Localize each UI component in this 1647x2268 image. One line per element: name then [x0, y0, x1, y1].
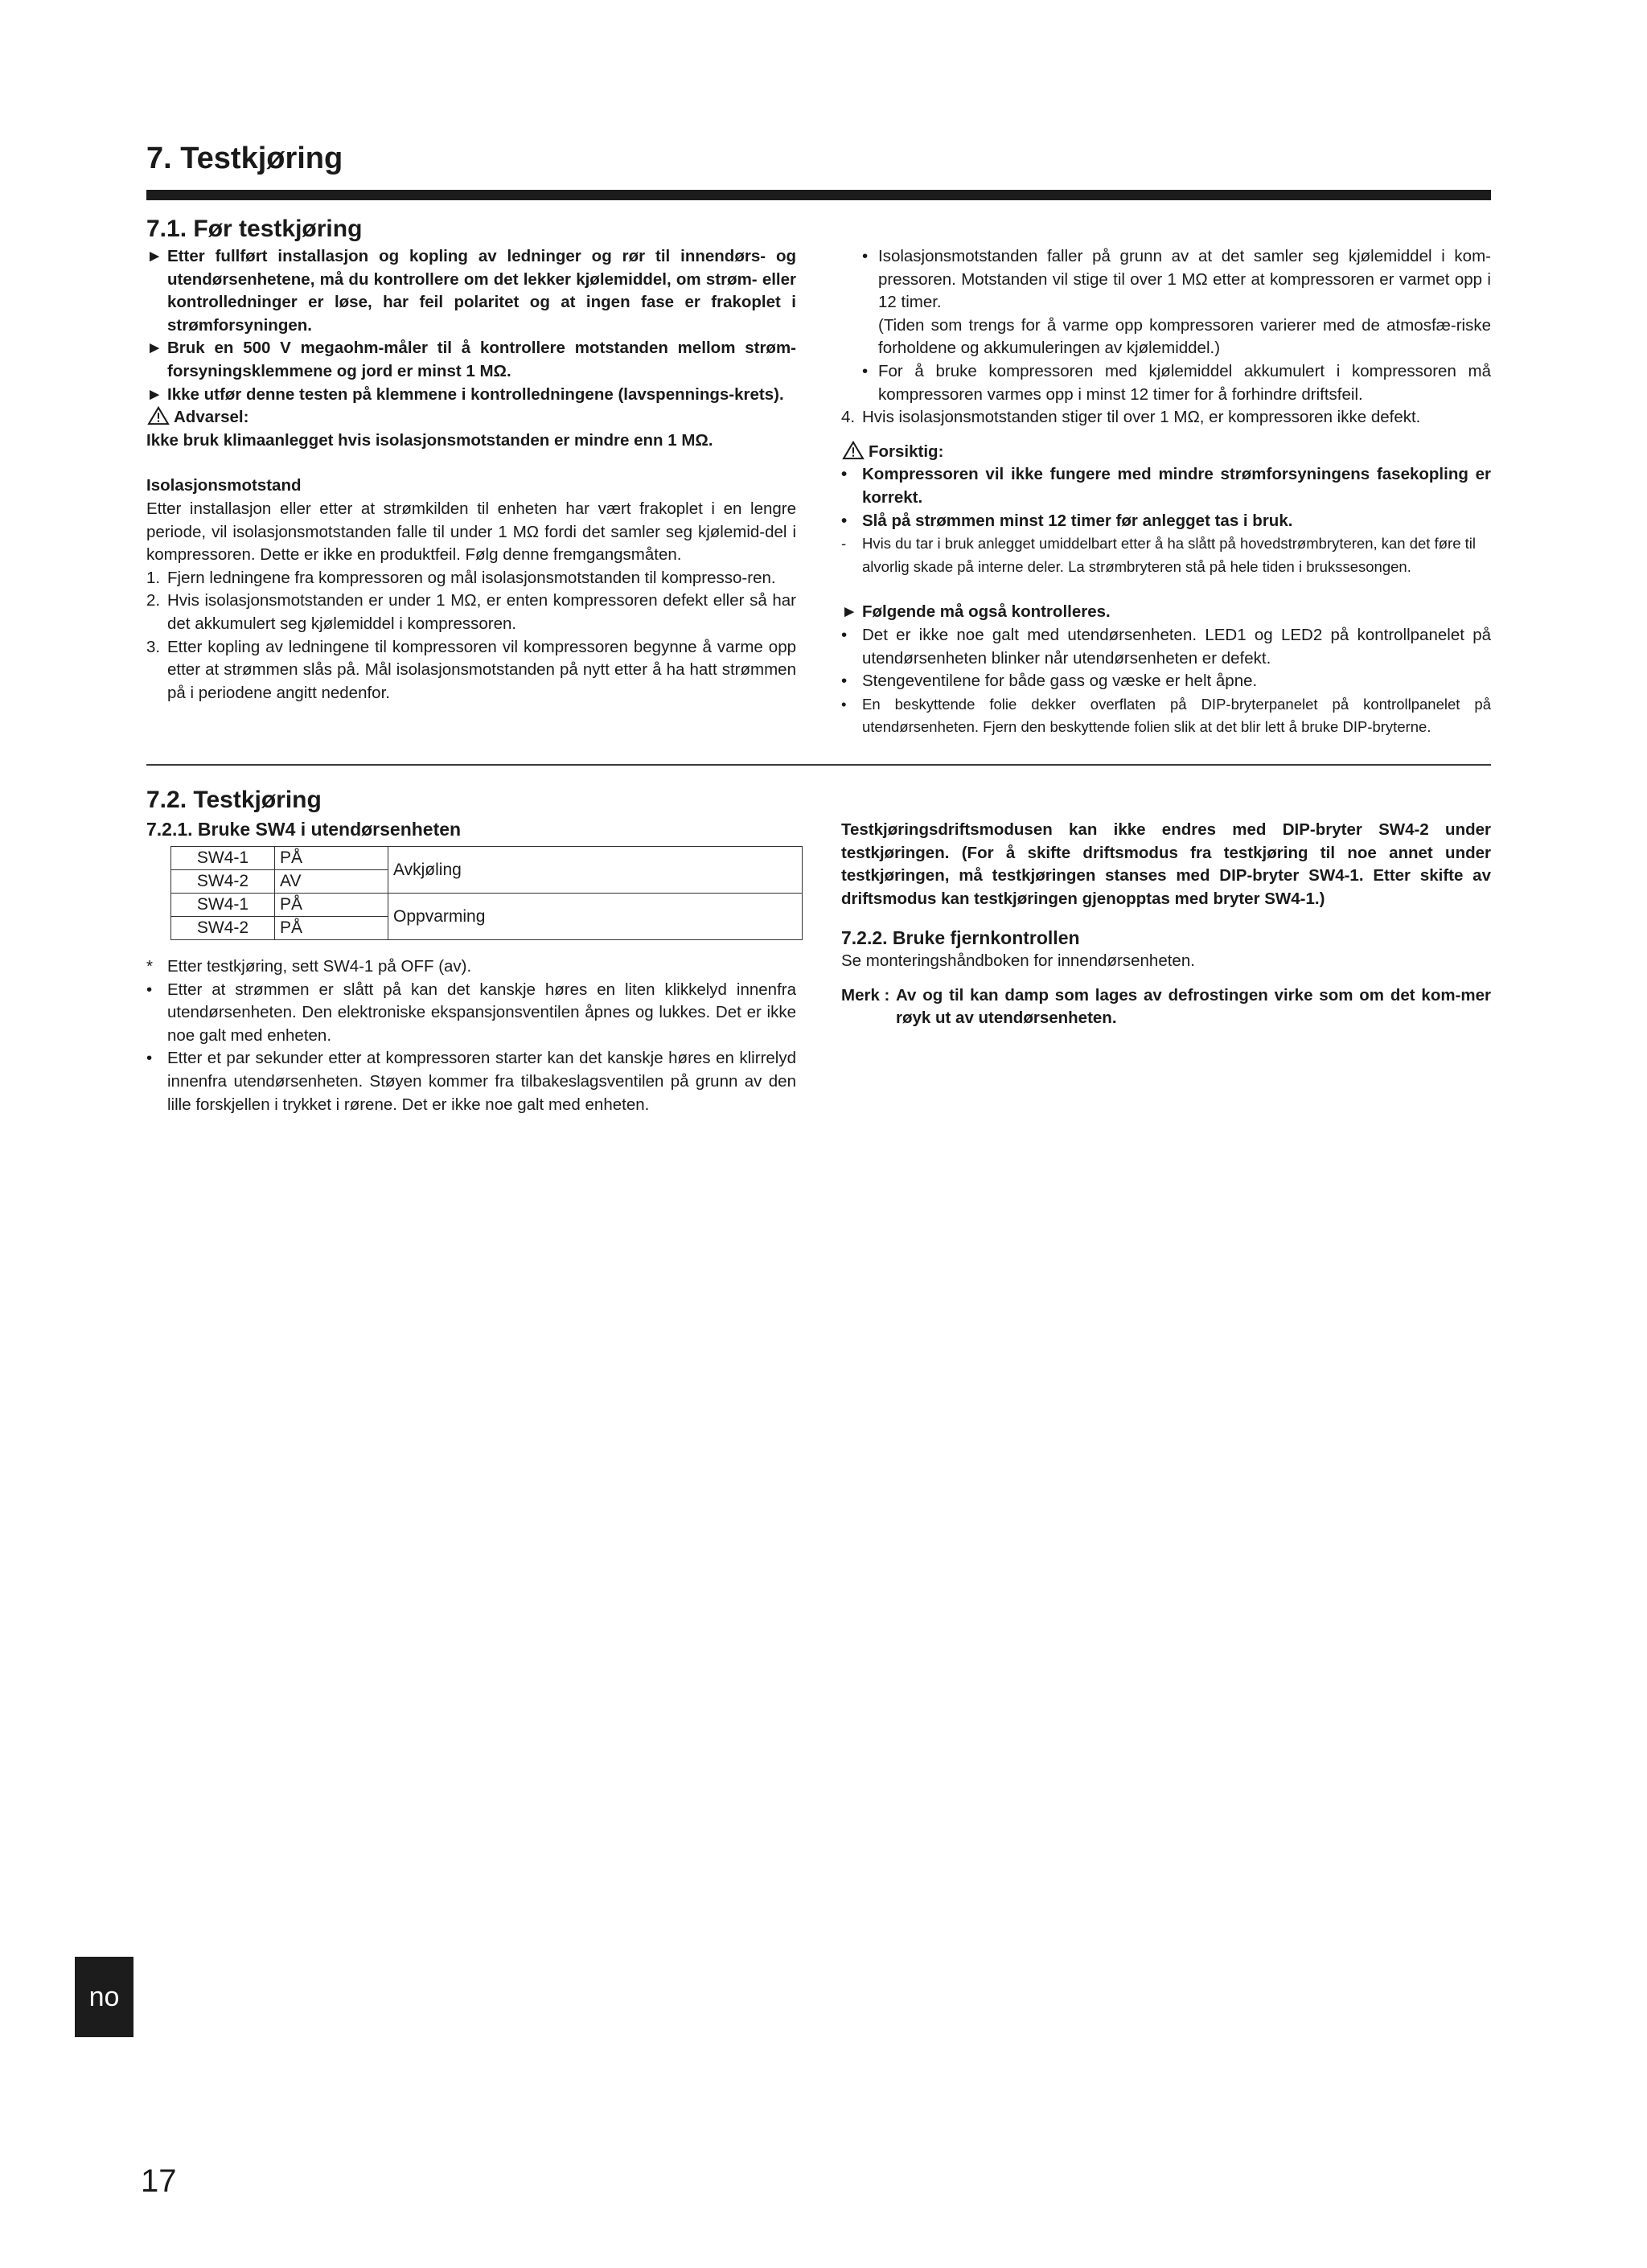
page-number: 17: [141, 2163, 177, 2199]
bullet-icon: •: [841, 465, 848, 484]
bullet-icon: •: [862, 247, 869, 265]
switch-cell: SW4-2: [171, 917, 275, 940]
arrow-item: ► Bruk en 500 V megaohm-måler til å kontrollere motstanden mellom strøm-forsyningsklemmene og jord er minst 1 MΩ.: [146, 339, 796, 380]
state-cell: AV: [275, 870, 388, 894]
check-item: • En beskyttende folie dekker overflaten på DIP-bryterpanelet på kontrollpanelet på utendørsenheten. Fjern den beskyttende folien slik at det blir lett å bruke DIP-bryterne.: [841, 693, 1491, 739]
bullet-item: • Isolasjonsmotstanden faller på grunn av at det samler seg kjølemiddel i kom-pressoren. Motstanden vil stige til over 1 MΩ etter at kompressoren er varmet opp i 12 timer.: [862, 247, 1491, 312]
check-item: • Stengeventilene for både gass og væske er helt åpne.: [841, 670, 1491, 693]
arrow-icon: ►: [146, 384, 163, 404]
language-tab: no: [75, 1957, 133, 2037]
subsection-7-2-2-heading: 7.2.2. Bruke fjernkontrollen: [841, 927, 1080, 949]
section-7-1-heading: 7.1. Før testkjøring: [146, 216, 363, 242]
arrow-icon: ►: [841, 602, 858, 622]
bullet-icon: •: [862, 361, 869, 380]
section-7-2-heading: 7.2. Testkjøring: [146, 787, 322, 813]
caution-item: • Kompressoren vil ikke fungere med mindre strømforsyningens fasekopling er korrekt.: [841, 465, 1491, 507]
switch-cell: SW4-2: [171, 870, 275, 894]
arrow-item: ► Ikke utfør denne testen på klemmene i kontrolledningene (lavspennings-krets).: [146, 384, 796, 407]
procedure-step: 1. Fjern ledningene fra kompressoren og mål isolasjonsmotstanden til kompresso-ren.: [146, 568, 776, 587]
subsection-7-2-1-heading: 7.2.1. Bruke SW4 i utendørsenheten: [146, 819, 462, 840]
state-cell: PÅ: [275, 917, 388, 940]
warning-triangle-icon: [841, 441, 865, 460]
check-heading: ► Følgende må også kontrolleres.: [841, 602, 1111, 622]
sw4-settings-table: [170, 846, 803, 940]
bullet-icon: •: [146, 1049, 153, 1068]
section-divider: [146, 764, 1491, 766]
warning-label: Advarsel:: [146, 406, 796, 429]
footnote: * Etter testkjøring, sett SW4-1 på OFF (av).: [146, 957, 472, 976]
state-cell: PÅ: [275, 847, 388, 870]
insulation-text: Etter installasjon eller etter at strømkilden til enheten har vært frakoplet i en lengre periode, vil isolasjonsmotstanden falle til under 1 MΩ fordi det samler seg kjølemid-del i kompressoren. Dette er ikke en produktfeil. Følg denne fremgangsmåten.: [146, 499, 796, 565]
state-cell: PÅ: [275, 894, 388, 917]
procedure-step: 4. Hvis isolasjonsmotstanden stiger til over 1 MΩ, er kompressoren ikke defekt.: [841, 408, 1421, 427]
caution-item: • Slå på strømmen minst 12 timer før anlegget tas i bruk.: [841, 510, 1491, 533]
bullet-icon: •: [841, 672, 848, 691]
bullet-item: • For å bruke kompressoren med kjølemiddel akkumulert i kompressoren må kompressoren varmes opp i minst 12 timer for å forhindre driftsfeil.: [862, 361, 1491, 404]
switch-cell: SW4-1: [171, 847, 275, 870]
bullet-icon: •: [841, 511, 848, 530]
arrow-icon: ►: [146, 339, 163, 358]
arrow-icon: ►: [146, 247, 163, 265]
caution-note: - Hvis du tar i bruk anlegget umiddelbart etter å ha slått på hovedstrømbryteren, kan det føre til alvorlig skade på interne deler. La strømbryteren stå på hele tiden i brukssesongen.: [841, 535, 1476, 575]
arrow-item: ► Etter fullført installasjon og kopling av ledninger og rør til innendørs- og utendørsenhetene, må du kontrollere om det lekker kjølemiddel, om strøm- eller kontrolledninger er løse, har feil polaritet og at ingen fase er frakoplet i strømforsyningen.: [146, 247, 796, 335]
warning-triangle-icon: [146, 406, 170, 425]
check-item: • Det er ikke noe galt med utendørsenheten. LED1 og LED2 på kontrollpanelet på utendørsenheten blinker når utendørsenheten er defekt.: [841, 625, 1491, 668]
table-row: [171, 847, 803, 870]
section-7-2-left-notes: [146, 955, 796, 1116]
caution-label: Forsiktig:: [841, 441, 1491, 464]
section-7-2-right-column: [841, 819, 1491, 1030]
remark-label: Merk :: [841, 985, 890, 1005]
bullet-icon: •: [841, 695, 847, 713]
note-item: • Etter et par sekunder etter at kompressoren starter kan det kanskje høres en klirrelyd innenfra utendørsenheten. Støyen kommer fra tilbakeslagsventilen på grunn av den lille forskjellen i trykket i rørene. Det er ikke noe galt med enheten.: [146, 1049, 796, 1114]
bullet-icon: •: [146, 980, 153, 999]
remote-control-text: Se monteringshåndboken for innendørsenheten.: [841, 951, 1195, 970]
section-7-1-right-column: [841, 245, 1491, 739]
section-7-1-left-column: [146, 245, 796, 705]
mode-cell: Avkjøling: [388, 847, 803, 894]
insulation-heading: Isolasjonsmotstand: [146, 476, 302, 495]
bullet-note: (Tiden som trengs for å varme opp kompressoren varierer med de atmosfæ-riske forholdene og akkumuleringen av kjølemiddel.): [878, 315, 1491, 358]
mode-change-text: Testkjøringsdriftsmodusen kan ikke endres med DIP-bryter SW4-2 under testkjøringen. (For å skifte driftsmodus fra testkjøring til noe annet under testkjøringen, må testkjøringen stanses med DIP-bryter SW4-1. Etter skifte av driftsmodus kan testkjøringen gjenopptas med bryter SW4-1.): [841, 820, 1491, 908]
remark-text: Av og til kan damp som lages av defrostingen virke som om det kom-mer røyk ut av utendørsenheten.: [896, 985, 1491, 1028]
page-title: 7. Testkjøring: [146, 142, 343, 175]
bullet-icon: •: [841, 625, 848, 644]
note-item: • Etter at strømmen er slått på kan det kanskje høres en liten klikkelyd innenfra utendørsenheten. Den elektroniske ekspansjonsventilen åpnes og lukkes. Det er ikke noe galt med enheten.: [146, 980, 796, 1045]
warning-text: Ikke bruk klimaanlegget hvis isolasjonsmotstanden er mindre enn 1 MΩ.: [146, 430, 713, 450]
procedure-step: 3. Etter kopling av ledningene til kompressoren vil kompressoren begynne å varme opp etter at strømmen slås på. Mål isolasjonsmotstanden på nytt etter å ha hatt strømmen på i periodene angitt nedenfor.: [146, 637, 796, 702]
switch-cell: SW4-1: [171, 894, 275, 917]
table-row: [171, 894, 803, 917]
mode-cell: Oppvarming: [388, 894, 803, 940]
remark: [841, 984, 1491, 1030]
procedure-step: 2. Hvis isolasjonsmotstanden er under 1 MΩ, er enten kompressoren defekt eller så har det akkumulert seg kjølemiddel i kompressoren.: [146, 591, 796, 633]
title-divider: [146, 190, 1491, 200]
